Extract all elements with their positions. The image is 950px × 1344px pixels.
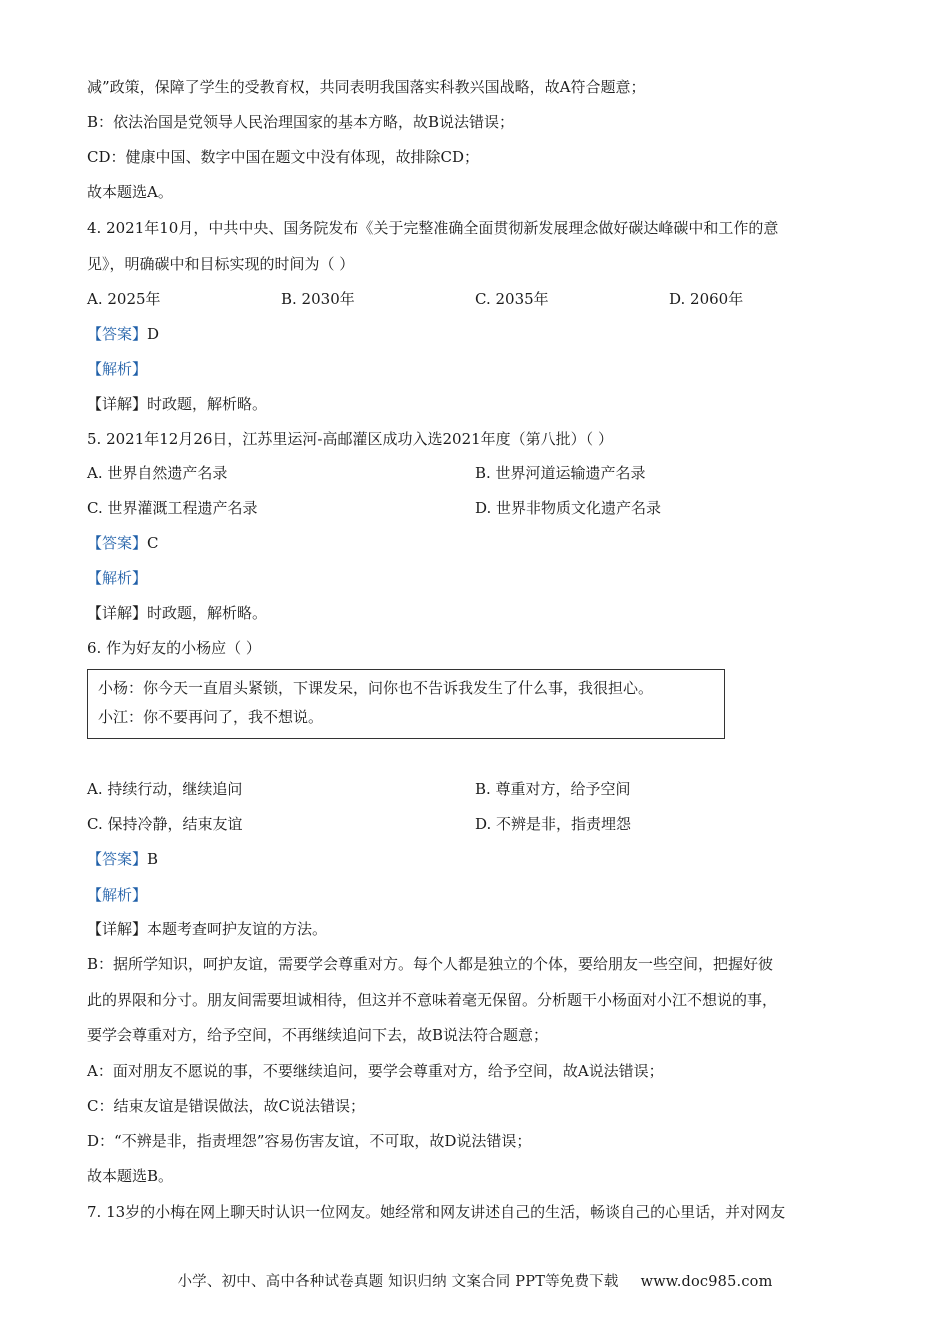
detail-text: 时政题，解析略。 — [147, 395, 268, 413]
footer-url[interactable]: www.doc985.com — [640, 1274, 773, 1290]
text-line: 故本题选A。 — [87, 183, 173, 201]
q6-option-c: C. 保持冷静，结束友谊 — [87, 815, 243, 833]
dialog-box — [87, 669, 725, 739]
q6-analysis — [87, 885, 147, 905]
explain-line: D：“不辨是非，指责埋怨”容易伤害友谊，不可取，故D说法错误； — [87, 1132, 532, 1150]
q5-option-b: B. 世界河道运输遗产名录 — [475, 464, 646, 482]
q4-option-d: D. 2060年 — [669, 290, 744, 308]
explain-line: B：据所学知识，呵护友谊，需要学会尊重对方。每个人都是独立的个体，要给朋友一些空间，把握好彼 — [87, 955, 774, 973]
page-footer — [0, 1270, 950, 1291]
q4-option-c: C. 2035年 — [475, 290, 549, 308]
q4-answer — [87, 324, 159, 344]
detail-text: 本题考查呵护友谊的方法。 — [147, 920, 328, 938]
q6-detail — [87, 919, 327, 939]
answer-tag: 【答案】 — [87, 850, 148, 868]
q5-option-a: A. 世界自然遗产名录 — [87, 464, 228, 482]
q6-option-d: D. 不辨是非，指责埋怨 — [475, 815, 632, 833]
detail-text: 时政题，解析略。 — [147, 604, 268, 622]
analysis-tag: 【解析】 — [87, 360, 148, 378]
explain-line: A：面对朋友不愿说的事，不要继续追问，要学会尊重对方，给予空间，故A说法错误； — [87, 1062, 664, 1080]
answer-tag: 【答案】 — [87, 325, 148, 343]
dialog-line: 小江：你不要再问了，我不想说。 — [98, 708, 324, 726]
q6-answer — [87, 849, 158, 869]
q5-option-c: C. 世界灌溉工程遗产名录 — [87, 499, 258, 517]
detail-tag: 【详解】 — [87, 604, 148, 622]
detail-tag: 【详解】 — [87, 920, 148, 938]
detail-tag: 【详解】 — [87, 395, 148, 413]
explain-line: 要学会尊重对方，给予空间，不再继续追问下去，故B说法符合题意； — [87, 1026, 549, 1044]
question-4-stem-line-2: 见》，明确碳中和目标实现的时间为（ ） — [87, 255, 355, 273]
explain-line: C：结束友谊是错误做法，故C说法错误； — [87, 1097, 365, 1115]
q4-option-b: B. 2030年 — [281, 290, 355, 308]
q5-analysis — [87, 568, 147, 588]
answer-value: D — [147, 325, 160, 343]
q5-option-d: D. 世界非物质文化遗产名录 — [475, 499, 662, 517]
explain-line: 此的界限和分寸。朋友间需要坦诚相待，但这并不意味着毫无保留。分析题干小杨面对小江不想说的事， — [87, 991, 778, 1009]
question-7-stem-line-1: 7. 13岁的小梅在网上聊天时认识一位网友。她经常和网友讲述自己的生活，畅谈自己的心里话，并对网友 — [87, 1203, 786, 1221]
q5-answer — [87, 533, 159, 553]
text-line: 减”政策，保障了学生的受教育权，共同表明我国落实科教兴国战略，故A符合题意； — [87, 78, 646, 96]
answer-tag: 【答案】 — [87, 534, 148, 552]
q4-option-a: A. 2025年 — [87, 290, 161, 308]
q6-option-b: B. 尊重对方，给予空间 — [475, 780, 631, 798]
q5-detail — [87, 603, 267, 623]
q6-option-a: A. 持续行动，继续追问 — [87, 780, 243, 798]
q4-detail — [87, 394, 267, 414]
analysis-tag: 【解析】 — [87, 569, 148, 587]
answer-value: C — [147, 534, 159, 552]
question-4-stem-line-1: 4. 2021年10月，中共中央、国务院发布《关于完整准确全面贯彻新发展理念做好碳达峰碳中和工作的意 — [87, 219, 779, 237]
dialog-line: 小杨：你今天一直眉头紧锁，下课发呆，问你也不告诉我发生了什么事，我很担心。 — [98, 679, 654, 697]
question-6-stem: 6. 作为好友的小杨应（ ） — [87, 639, 261, 657]
footer-text: 小学、初中、高中各种试卷真题 知识归纳 文案合同 PPT等免费下载 — [177, 1274, 619, 1290]
text-line: B：依法治国是党领导人民治理国家的基本方略，故B说法错误； — [87, 113, 515, 131]
explain-line: 故本题选B。 — [87, 1167, 174, 1185]
analysis-tag: 【解析】 — [87, 886, 148, 904]
text-line: CD：健康中国、数字中国在题文中没有体现，故排除CD； — [87, 148, 480, 166]
question-5-stem: 5. 2021年12月26日，江苏里运河-高邮灌区成功入选2021年度（第八批）（ ） — [87, 430, 613, 448]
q4-analysis — [87, 359, 147, 379]
answer-value: B — [147, 850, 159, 868]
